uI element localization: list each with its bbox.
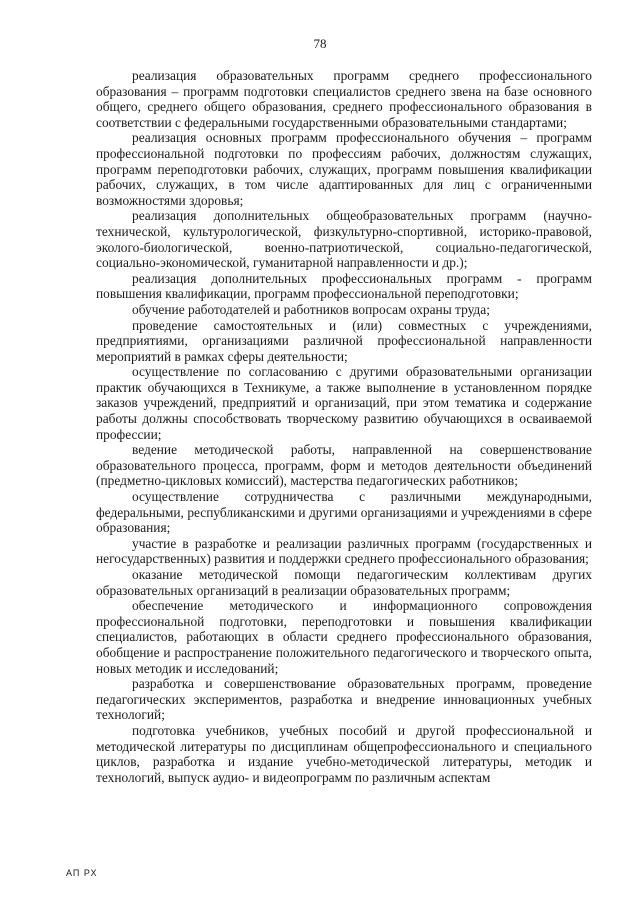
list-paragraph-11: оказание методической помощи педагогическим коллективам других образовательных организаций в реализации образовательных программ; (96, 567, 592, 598)
footer-stamp: АП РХ (66, 868, 98, 878)
list-paragraph-2: реализация основных программ профессионального обучения – программ профессиональной подготовки по профессиям рабочих, должностям служащих, программ переподготовки рабочих, служащих, программ повышения квалификации рабочих, служащих, в том числе адаптированных для лиц с ограниченными возможностями здоровья; (96, 130, 592, 208)
list-paragraph-9: осуществление сотрудничества с различными международными, федеральными, республиканскими и другими организациями и учреждениями в сфере образования; (96, 489, 592, 536)
list-paragraph-13: разработка и совершенствование образовательных программ, проведение педагогических экспериментов, разработка и внедрение инновационных учебных технологий; (96, 676, 592, 723)
list-paragraph-6: проведение самостоятельных и (или) совместных с учреждениями, предприятиями, организациями различной профессиональной направленности мероприятий в рамках сферы деятельности; (96, 317, 592, 364)
list-paragraph-1: реализация образовательных программ среднего профессионального образования – программ подготовки специалистов среднего звена на базе основного общего, среднего общего образования, среднего профессионального образования в соответствии с федеральными государственными образовательными стандартами; (96, 68, 592, 130)
list-paragraph-8: ведение методической работы, направленной на совершенствование образовательного процесса, программ, форм и методов деятельности объединений (предметно-цикловых комиссий), мастерства педагогических работников; (96, 442, 592, 489)
page-number: 78 (313, 36, 327, 51)
list-paragraph-5: обучение работодателей и работников вопросам охраны труда; (132, 301, 490, 317)
list-paragraph-3: реализация дополнительных общеобразовательных программ (научно-технической, культурологической, физкультурно-спортивной, историко-правовой, эколого-биологической, военно-патриотической, социально-педагогической, социально-экономической, гуманитарной направленности и др.); (96, 208, 592, 271)
document-body (96, 68, 592, 785)
list-paragraph-7: осуществление по согласованию с другими образовательными организации практик обучающихся в Техникуме, а также выполнение в установленном порядке заказов учреждений, предприятий и организаций, при этом тематика и содержание работы должны способствовать творческому развитию обучающихся в осваиваемой профессии; (96, 364, 592, 442)
list-paragraph-10: участие в разработке и реализации различных программ (государственных и негосударственных) развития и поддержки среднего профессионального образования; (96, 535, 592, 567)
list-paragraph-12: обеспечение методического и информационного сопровождения профессиональной подготовки, переподготовки и повышения квалификации специалистов, работающих в области среднего профессионального образования, обобщение и распространение положительного педагогического и творческого опыта, новых методик и исследований; (96, 598, 592, 676)
list-paragraph-4: реализация дополнительных профессиональных программ - программ повышения квалификации, программ профессиональной переподготовки; (96, 270, 592, 302)
list-paragraph-14: подготовка учебников, учебных пособий и другой профессиональной и методической литературы по дисциплинам общепрофессионального и специального циклов, разработка и издание учебно-методической литературы, методик и технологий, выпуск аудио- и видеопрограмм по различным аспектам (96, 722, 592, 785)
